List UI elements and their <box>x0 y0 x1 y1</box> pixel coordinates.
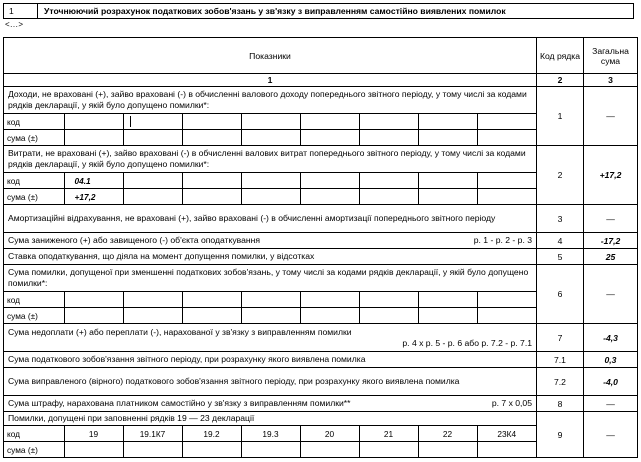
row-9-col-code: 21 <box>359 426 418 442</box>
suma-cell[interactable] <box>64 442 123 458</box>
suma-cell[interactable] <box>123 442 182 458</box>
row-7-1 <box>4 352 638 368</box>
row-3-text: Амортизаційні відрахування, не враховані (+), зайво враховані (-) в обчисленні амортизації попереднього звітного періоду <box>4 205 537 233</box>
row-9-col-code: 19 <box>64 426 123 442</box>
suma-cell[interactable] <box>241 130 300 146</box>
row-7-code: 7 <box>537 324 584 352</box>
kod-cell[interactable] <box>241 173 300 189</box>
kod-value[interactable]: 04.1 <box>64 173 123 189</box>
ellipsis-marker: <...> <box>5 20 24 29</box>
row-9-col-code: 19.1К7 <box>123 426 182 442</box>
col-header-indicators: Показники <box>4 38 537 74</box>
correction-table <box>3 37 638 458</box>
row-9-col-code: 23К4 <box>477 426 536 442</box>
kod-label: код <box>4 114 64 130</box>
kod-cell[interactable] <box>477 173 536 189</box>
row-5-sum[interactable]: 25 <box>584 249 638 265</box>
suma-cell[interactable] <box>359 130 418 146</box>
kod-cell[interactable] <box>300 114 359 130</box>
suma-label: сума (±) <box>4 130 64 146</box>
suma-cell[interactable] <box>418 442 477 458</box>
col-header-total: Загальна сума <box>584 38 638 74</box>
row-1-grid <box>4 113 536 145</box>
kod-cell[interactable] <box>300 292 359 308</box>
section-title: Уточнюючий розрахунок податкових зобов'язань у зв'язку з виправленням самостійно виявлених помилок <box>44 6 506 16</box>
row-4-text: Сума заниженого (+) або завищеного (-) об'єкта оподаткування <box>8 235 261 245</box>
kod-label: код <box>4 173 64 189</box>
suma-label: сума (±) <box>4 189 64 205</box>
row-6-code: 6 <box>537 265 584 324</box>
kod-cell[interactable] <box>359 114 418 130</box>
row-9-code: 9 <box>537 412 584 458</box>
suma-cell[interactable] <box>359 442 418 458</box>
col-number-2: 2 <box>537 74 584 87</box>
row-8-code: 8 <box>537 396 584 412</box>
row-5-text: Ставка оподаткування, що діяла на момент допущення помилки, у відсотках <box>4 249 537 265</box>
row-2-text: Витрати, не враховані (+), зайво враховані (-) в обчисленні валових витрат попереднього звітного періоду, у тому числі за кодами рядків декларації, у якій було допущено помилки*: <box>8 148 526 169</box>
row-4-formula: р. 1 - р. 2 - р. 3 <box>473 235 532 245</box>
suma-cell[interactable] <box>418 308 477 324</box>
row-8-formula: р. 7 х 0,05 <box>491 398 532 408</box>
row-9-sum[interactable]: — <box>584 412 638 458</box>
kod-label: код <box>4 426 64 442</box>
kod-cell[interactable] <box>418 114 477 130</box>
row-4 <box>4 233 638 249</box>
row-2-sum[interactable]: +17,2 <box>584 146 638 205</box>
kod-cell[interactable] <box>241 292 300 308</box>
row-1-code: 1 <box>537 87 584 146</box>
row-9 <box>4 412 638 458</box>
row-6-sum[interactable]: — <box>584 265 638 324</box>
row-7-2 <box>4 368 638 396</box>
row-2 <box>4 146 638 205</box>
row-1-sum[interactable]: — <box>584 87 638 146</box>
row-7-2-sum[interactable]: -4,0 <box>584 368 638 396</box>
row-8 <box>4 396 638 412</box>
kod-cell[interactable] <box>123 292 182 308</box>
suma-cell[interactable] <box>359 308 418 324</box>
suma-cell[interactable] <box>241 189 300 205</box>
suma-cell[interactable] <box>300 308 359 324</box>
row-3-code: 3 <box>537 205 584 233</box>
kod-cell[interactable] <box>477 292 536 308</box>
row-7-2-code: 7.2 <box>537 368 584 396</box>
suma-cell[interactable] <box>64 308 123 324</box>
kod-cell[interactable] <box>182 114 241 130</box>
suma-label: сума (±) <box>4 308 64 324</box>
kod-cell[interactable] <box>359 292 418 308</box>
suma-cell[interactable] <box>300 189 359 205</box>
suma-cell[interactable] <box>477 130 536 146</box>
kod-cell[interactable] <box>64 114 123 130</box>
suma-value[interactable]: +17,2 <box>64 189 123 205</box>
row-4-code: 4 <box>537 233 584 249</box>
kod-cell[interactable] <box>182 292 241 308</box>
row-6-text: Сума помилки, допущеної при зменшенні податкових зобов'язань, у тому числі за кодами рядків декларації, у якій було допущено помилки*: <box>8 267 529 288</box>
row-7-1-code: 7.1 <box>537 352 584 368</box>
suma-cell[interactable] <box>477 189 536 205</box>
row-9-col-code: 19.2 <box>182 426 241 442</box>
kod-cell[interactable] <box>359 173 418 189</box>
kod-cell[interactable] <box>418 173 477 189</box>
row-6-grid <box>4 291 536 323</box>
suma-cell[interactable] <box>418 189 477 205</box>
row-9-grid <box>4 425 536 457</box>
row-3-sum[interactable]: — <box>584 205 638 233</box>
suma-cell[interactable] <box>241 442 300 458</box>
suma-cell[interactable] <box>300 442 359 458</box>
suma-cell[interactable] <box>182 189 241 205</box>
col-header-code: Код рядка <box>537 38 584 74</box>
row-3 <box>4 205 638 233</box>
suma-cell[interactable] <box>182 442 241 458</box>
suma-label: сума (±) <box>4 442 64 458</box>
row-9-text: Помилки, допущені при заповненні рядків 19 — 23 декларації <box>8 413 255 423</box>
suma-cell[interactable] <box>300 130 359 146</box>
kod-cell[interactable] <box>182 173 241 189</box>
row-7-1-text: Сума податкового зобов'язання звітного періоду, при розрахунку якого виявлена помилка <box>4 352 537 368</box>
row-7-2-text: Сума виправленого (вірного) податкового зобов'язання звітного періоду, при розрахунку якого виявлена помилка <box>4 368 537 396</box>
suma-cell[interactable] <box>359 189 418 205</box>
section-header <box>3 3 634 19</box>
suma-cell[interactable] <box>418 130 477 146</box>
row-4-sum[interactable]: -17,2 <box>584 233 638 249</box>
row-8-text: Сума штрафу, нарахована платником самостійно у зв'язку з виправленням помилки** <box>8 398 351 408</box>
suma-cell[interactable] <box>64 130 123 146</box>
suma-cell[interactable] <box>123 189 182 205</box>
suma-cell[interactable] <box>182 130 241 146</box>
row-5-code: 5 <box>537 249 584 265</box>
kod-label: код <box>4 292 64 308</box>
col-number-3: 3 <box>584 74 638 87</box>
row-2-code: 2 <box>537 146 584 205</box>
row-6 <box>4 265 638 324</box>
row-7-formula: р. 4 х р. 5 - р. 6 або р. 7.2 - р. 7.1 <box>402 337 532 348</box>
row-7 <box>4 324 638 352</box>
suma-cell[interactable] <box>123 308 182 324</box>
kod-cell[interactable] <box>241 114 300 130</box>
row-9-col-code: 19.3 <box>241 426 300 442</box>
row-1-text: Доходи, не враховані (+), зайво враховані (-) в обчисленні валового доходу попереднього звітного періоду, у тому числі за кодами рядків декларації, у якій було допущено помилки*: <box>8 89 527 110</box>
suma-cell[interactable] <box>477 442 536 458</box>
kod-cell[interactable] <box>64 292 123 308</box>
row-9-col-code: 20 <box>300 426 359 442</box>
kod-cell[interactable] <box>123 114 182 130</box>
row-8-sum[interactable]: — <box>584 396 638 412</box>
suma-cell[interactable] <box>182 308 241 324</box>
row-2-grid <box>4 172 536 204</box>
col-number-1: 1 <box>4 74 537 87</box>
kod-cell[interactable] <box>418 292 477 308</box>
suma-cell[interactable] <box>477 308 536 324</box>
text-cursor <box>130 116 131 127</box>
row-7-text: Сума недоплати (+) або переплати (-), нарахованої у зв'язку з виправленням помилки <box>8 326 352 337</box>
suma-cell[interactable] <box>123 130 182 146</box>
row-9-col-code: 22 <box>418 426 477 442</box>
row-7-sum[interactable]: -4,3 <box>584 324 638 352</box>
kod-cell[interactable] <box>477 114 536 130</box>
row-1 <box>4 87 638 146</box>
kod-cell[interactable] <box>300 173 359 189</box>
row-5 <box>4 249 638 265</box>
section-number: 1 <box>4 4 38 18</box>
suma-cell[interactable] <box>241 308 300 324</box>
row-7-1-sum[interactable]: 0,3 <box>584 352 638 368</box>
kod-cell[interactable] <box>123 173 182 189</box>
